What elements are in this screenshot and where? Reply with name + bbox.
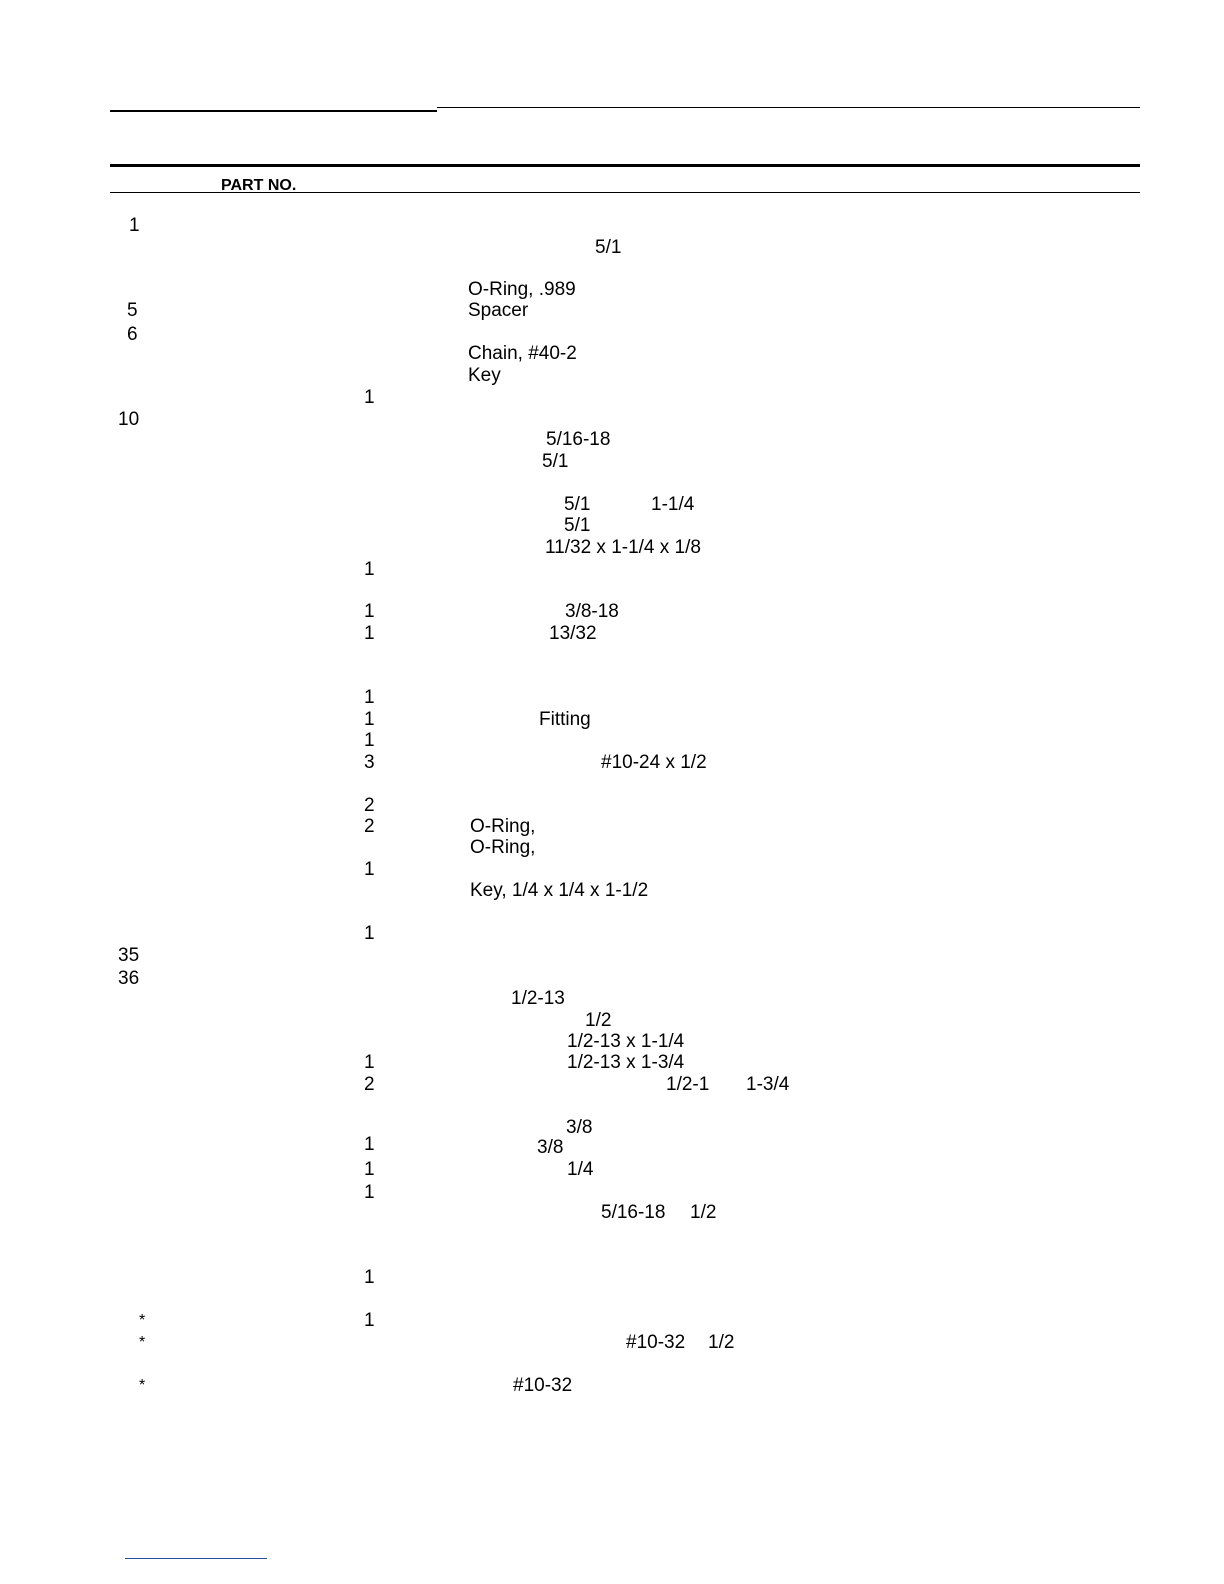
footnote-mark: * (139, 1312, 146, 1329)
quantity: 2 (364, 816, 375, 837)
quantity: 1 (364, 387, 375, 408)
quantity: 1 (364, 1267, 375, 1288)
quantity: 1 (364, 709, 375, 730)
bottom-left-rule (125, 1558, 267, 1559)
quantity: 1 (364, 1182, 375, 1203)
quantity: 2 (364, 1074, 375, 1095)
description-fragment: 3/8 (537, 1137, 564, 1158)
quantity: 1 (364, 1052, 375, 1073)
top-right-rule (437, 107, 1140, 108)
description-fragment: Fitting (539, 709, 591, 730)
description-fragment: 1/2 (585, 1010, 612, 1031)
quantity: 1 (364, 1134, 375, 1155)
quantity: 3 (364, 752, 375, 773)
description-fragment: 1-1/4 (651, 494, 695, 515)
quantity: 1 (364, 1159, 375, 1180)
description-fragment: #10-32 (626, 1332, 686, 1353)
item-number: 6 (127, 324, 138, 345)
description-fragment: 1/2-13 x 1-3/4 (567, 1052, 685, 1073)
quantity: 1 (364, 1310, 375, 1331)
description-fragment: O-Ring, .989 (468, 279, 576, 300)
description-fragment: 1/2-13 (511, 988, 565, 1009)
description-fragment: O-Ring, (470, 816, 536, 837)
description-fragment: 1/2-1 (666, 1074, 710, 1095)
description-fragment: 3/8 (566, 1117, 593, 1138)
quantity: 1 (364, 859, 375, 880)
item-number: 5 (127, 300, 138, 321)
description-fragment: 1/2-13 x 1-1/4 (567, 1031, 685, 1052)
description-fragment: 5/1 (595, 237, 622, 258)
description-fragment: 5/1 (564, 494, 591, 515)
description-fragment: Chain, #40-2 (468, 343, 577, 364)
footnote-mark: * (139, 1377, 146, 1394)
item-number: 35 (118, 945, 140, 966)
description-fragment: #10-32 (513, 1375, 573, 1396)
description-fragment: #10-24 x 1/2 (601, 752, 707, 773)
description-fragment: 1/4 (567, 1159, 594, 1180)
description-fragment: 5/16-18 (546, 429, 611, 450)
description-fragment: 3/8-18 (565, 601, 619, 622)
description-fragment: Key, 1/4 x 1/4 x 1-1/2 (470, 880, 649, 901)
description-fragment: 5/1 (564, 515, 591, 536)
description-fragment: 1/2 (690, 1202, 717, 1223)
quantity: 1 (364, 687, 375, 708)
quantity: 1 (364, 623, 375, 644)
description-fragment: 5/1 (542, 451, 569, 472)
table-header-top-rule (110, 164, 1140, 167)
description-fragment: 1/2 (708, 1332, 735, 1353)
quantity: 1 (364, 601, 375, 622)
part-no-column-header: PART NO. (221, 177, 297, 194)
description-fragment: 11/32 x 1-1/4 x 1/8 (545, 537, 701, 558)
quantity: 1 (364, 559, 375, 580)
description-fragment: O-Ring, (470, 837, 536, 858)
quantity: 1 (364, 923, 375, 944)
top-left-rule (110, 110, 437, 112)
footnote-mark: * (139, 1334, 146, 1351)
description-fragment: Key (468, 365, 501, 386)
item-number: 10 (118, 409, 140, 430)
description-fragment: 13/32 (549, 623, 597, 644)
item-number: 1 (129, 215, 140, 236)
description-fragment: Spacer (468, 300, 529, 321)
description-fragment: 1-3/4 (746, 1074, 790, 1095)
description-fragment: 5/16-18 (601, 1202, 666, 1223)
quantity: 1 (364, 730, 375, 751)
quantity: 2 (364, 795, 375, 816)
item-number: 36 (118, 968, 140, 989)
